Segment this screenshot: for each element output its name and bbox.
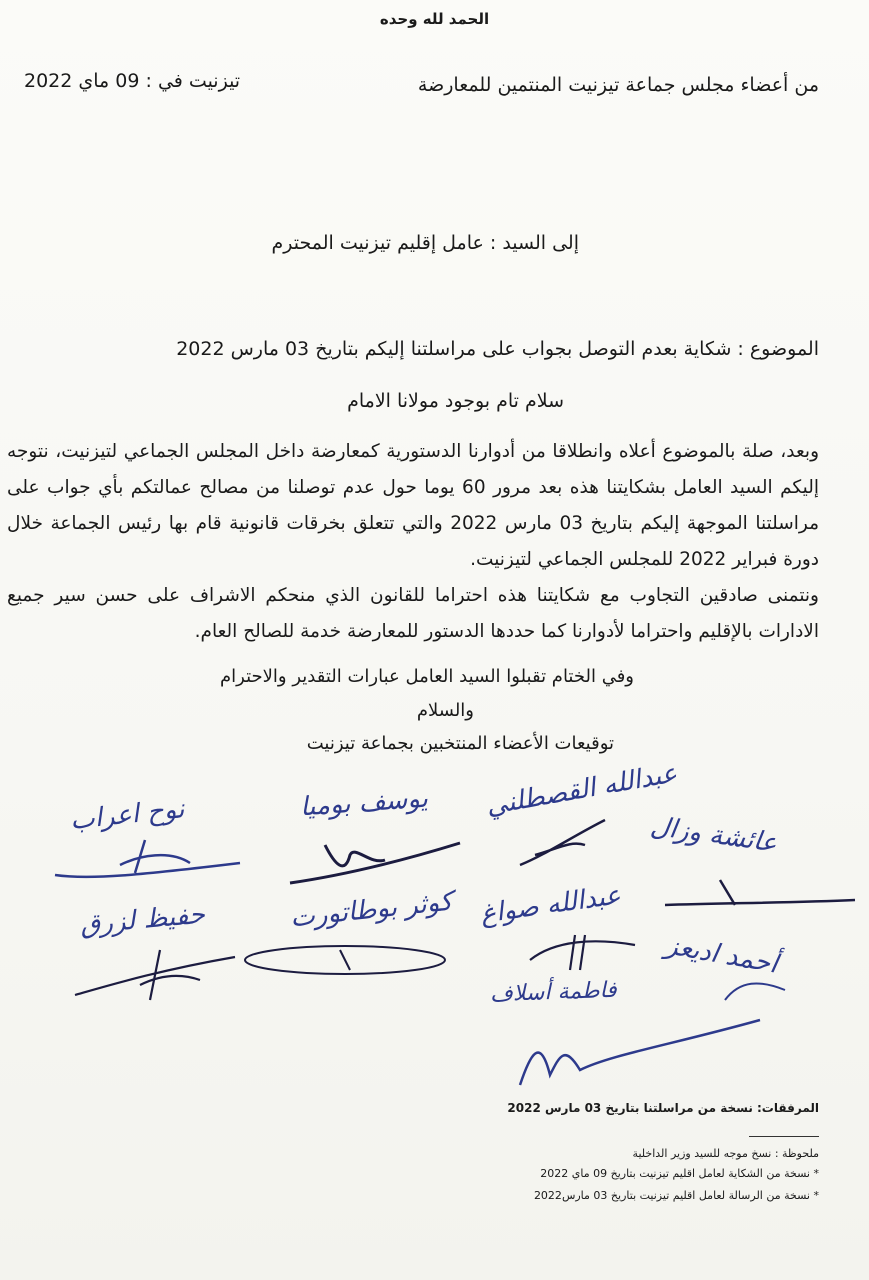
- signature-scribble-4: [660, 875, 860, 915]
- attachments-line: المرفقات: نسخة من مراسلتنا بتاريخ 03 مارس 2022: [507, 1101, 819, 1115]
- signature-scribble-3: [515, 815, 615, 870]
- signature-scribble-5: [70, 945, 240, 1005]
- signature-name-8: أحمد اديعز: [663, 930, 780, 980]
- note-line-2: * نسخة من الشكاية لعامل اقليم تيزنيت بتاريخ 09 ماي 2022: [540, 1167, 819, 1180]
- note-line-1: ملحوظة : نسخ موجه للسيد وزير الداخلية: [632, 1147, 819, 1160]
- greeting-line: سلام تام بوجود مولانا الامام: [347, 390, 564, 412]
- signatures-heading: توقيعات الأعضاء المنتخبين بجماعة تيزنيت: [306, 733, 614, 754]
- body-paragraph-2: ونتمنى صادقين التجاوب مع شكايتنا هذه احتراما للقانون الذي منحكم الاشراف على حسن سير جميع الادارات بالإقليم واحتراما لأدوارنا كما حددها الدستور للمعارضة خدمة للصالح العام.: [7, 585, 819, 642]
- closing-line-2: والسلام: [416, 700, 474, 721]
- signature-name-1: نوح اعراب: [68, 794, 186, 836]
- recipient-line: إلى السيد : عامل إقليم تيزنيت المحترم: [271, 232, 579, 254]
- signature-scribble-8: [720, 975, 790, 1005]
- note-line-3: * نسخة من الرسالة لعامل اقليم تيزنيت بتاريخ 03 مارس2022: [533, 1189, 819, 1202]
- signature-scribble-7: [525, 930, 645, 975]
- body-paragraph-1: وبعد، صلة بالموضوع أعلاه وانطلاقا من أدوارنا الدستورية كمعارضة داخل المجلس الجماعي لتيزنيت، نتوجه إليكم السيد العامل بشكايتنا هذه بعد مرور 60 يوما حول عدم توصلنا من مصالح عمالتكم بأي جواب على مراسلتنا الموجهة إليكم بتاريخ 03 مارس 2022 والتي تتعلق بخرقات قانونية قام بها رئيس الجماعة خلال دورة فبراير 2022 للمجلس الجماعي لتيزنيت.: [7, 441, 819, 570]
- signature-name-3: عبدالله القصطلني: [483, 758, 680, 822]
- signature-name-5: حفيظ لزرق: [78, 899, 207, 941]
- sender-line: من أعضاء مجلس جماعة تيزنيت المنتمين للمعارضة: [417, 74, 819, 96]
- signatures-block: [0, 758, 869, 1100]
- signature-name-6: كوثر بوطاتورت: [288, 886, 454, 934]
- subject-line: الموضوع : شكاية بعدم التوصل بجواب على مراسلتنا إليكم بتاريخ 03 مارس 2022: [176, 338, 819, 360]
- signature-scribble-2: [285, 835, 465, 890]
- footer-divider: [749, 1136, 819, 1137]
- place-date: تيزنيت في : 09 ماي 2022: [24, 70, 241, 92]
- closing-line-1: وفي الختام تقبلوا السيد العامل عبارات التقدير والاحترام: [220, 666, 634, 687]
- signature-name-2: يوسف بوميا: [299, 783, 429, 823]
- signature-scribble-9: [510, 1015, 770, 1095]
- signature-name-7: عبدالله صواغ: [478, 880, 623, 930]
- signature-scribble-6: [240, 940, 450, 980]
- basmala-heading: الحمد لله وحده: [379, 10, 490, 28]
- signature-name-4: عائشة وزال: [648, 811, 779, 859]
- signature-scribble-1: [50, 835, 250, 885]
- signature-name-9: فاطمة أسلاف: [489, 977, 618, 1008]
